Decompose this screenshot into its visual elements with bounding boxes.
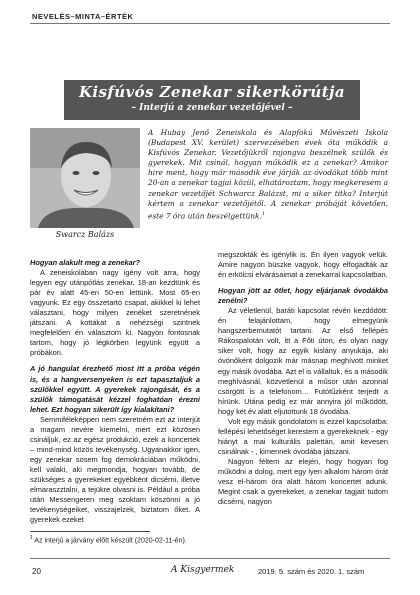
running-head: NEVELÉS–MINTA–ÉRTÉK — [32, 12, 134, 21]
interview-question: Hogyan alakult meg a zenekar? — [30, 258, 141, 267]
interview-answer-continued: megszokták és igénylik is. Én ilyen vagyok velük. Amire nagyon büszke vagyok, hogy elfogadták az én erkölcsi elvárásaimat a zenekarral kapcsolatban. — [218, 250, 388, 280]
interview-answer: Volt egy másik gondolatom is ezzel kapcsolatba: fellépési lehetőséget kerestem a gyerekeknek - egy hiányt a mai kulturális palettán, amit kevesen csinálnak - , kimennek óvodába játszani. — [218, 416, 388, 456]
lead-text: A Hubay Jenő Zeneiskola és Alapfokú Művészeti Iskola (Budapest XV. kerület) szervezésében évek óta működik a Kisfúvós Zenekar. Vezetőjükről rajongva beszélnek szülők és gyerekek. Mit csinál, hogyan működik ez a zenekar? Amikor hire ment, hogy már második éve járják az óvodákat több mint 20-an a zenekar tagjai közül, elhatároztam, hogy megkeresem a zenekar vezetőjét Schwarcz Balázst, mi a siker titka? Interjút kértem a zenekar vezetőjétől. A zenekar próbáját követően, este 7 óra után beszélgettünk. — [148, 128, 389, 221]
left-column — [30, 258, 200, 525]
footnote-divider — [30, 531, 150, 532]
magazine-name: A Kisgyermek — [171, 565, 235, 575]
right-column — [218, 250, 388, 507]
interview-question: A jó hangulat érezhető most itt a próba végén is, és a hangversenyeken is ezt tapasztaljuk a szülőkkel együtt. A gyerekek rajongását, és a szülők támogatását kézzel foghatóan érezni lehet. Ezt hogyan sikerült így kialakítani? — [30, 364, 200, 414]
footnote — [30, 535, 187, 544]
portrait-illustration — [30, 128, 140, 228]
article-subtitle: – Interjú a zenekar vezetőjével – — [131, 103, 293, 113]
page-number: 20 — [32, 567, 41, 576]
title-banner — [64, 80, 360, 120]
article-lead — [148, 128, 388, 221]
interview-answer: Nagyon féltem az elején, hogy hogyan fog működni a dolog, mert egy lyen alkalom három órát vesz el-három óra alatt három koncertet adunk. Megint csak a gyerekeket, a zenekar tagjait tudom dicsérni, nagyon — [218, 456, 388, 507]
footnote-mark: 1 — [30, 535, 33, 541]
article-title: Kisfúvós Zenekar sikerkörútja — [79, 83, 345, 101]
portrait-photo — [30, 128, 140, 228]
issue-info: 2019. 5. szám és 2020. 1. szám — [258, 567, 365, 576]
interview-answer: Semmiféleképpen nem szeretném ezt az interjút a magam nevére kiemelni, mert ezt közösen csináljuk, ez az egész produkció, ezek a koncertek – mind-mind közös tevékenység. Ugyanakkor igen, egy zenekar sosem fog demokráciában működni, kell valaki, aki megmondja, hogyan tovább, de szükséges a gyerekeket egyébként dicsérni, illetve elmaraszztalni, a tejükre olvasni is. Például a próba után Messengeren meg szoktam köszönni a jó tevékenységeiket, visszajelzek, biztatom őket. A gyerekek ezeket — [30, 414, 200, 525]
interview-answer: Az véletlenül, baráti kapcsolat révén kezdődött: én felajánlottam, hogy elmegyünk hangszerbemutatót tartani. Az első fellépés Rákospalotán volt, itt a Főti úton, és olyan nagy siker volt, hogy az egyik kislány anyukája, aki óvónőként dolgozik már másnap meghívott minket egy másik óvodába. Azt el is vállaltuk, és a második meghívásnál, közvetlenül a műsor után azonnal csörgött is a telefonom… Futótűzként terjedt a hírünk. Utána pedig ez már annyira jól működött, hogy két év alatt eljutottunk 18 óvodába. — [218, 306, 388, 416]
lead-footnote-mark: 1 — [261, 210, 266, 217]
footnote-text: Az interjú a járvány előtt készült (2020-02-11-én). — [34, 537, 187, 545]
footer-divider — [30, 558, 390, 559]
interview-answer: A zeneiskolában nagy igény volt arra, hogy legyen egy utánpótlás zenekar, 18-an kezdtünk és pár év alatt 45-en 50-en lettünk. Most 65-en vagyunk. Ez egy összetartó csapat, akikkel ki lehet választani, hogy milyen zenéket szeretnének játszani. A kottákat a nehézségi szintnek megfelelően én választom ki. Nagyon fontosnak tartom, hogy jó légkörben legyünk együtt a próbákon. — [30, 268, 200, 358]
header-divider — [30, 23, 390, 24]
photo-caption: Swarcz Balázs — [55, 230, 115, 239]
interview-question: Hogyan jött az ötlet, hogy eljárjanak óvodákba zenélni? — [218, 286, 388, 306]
